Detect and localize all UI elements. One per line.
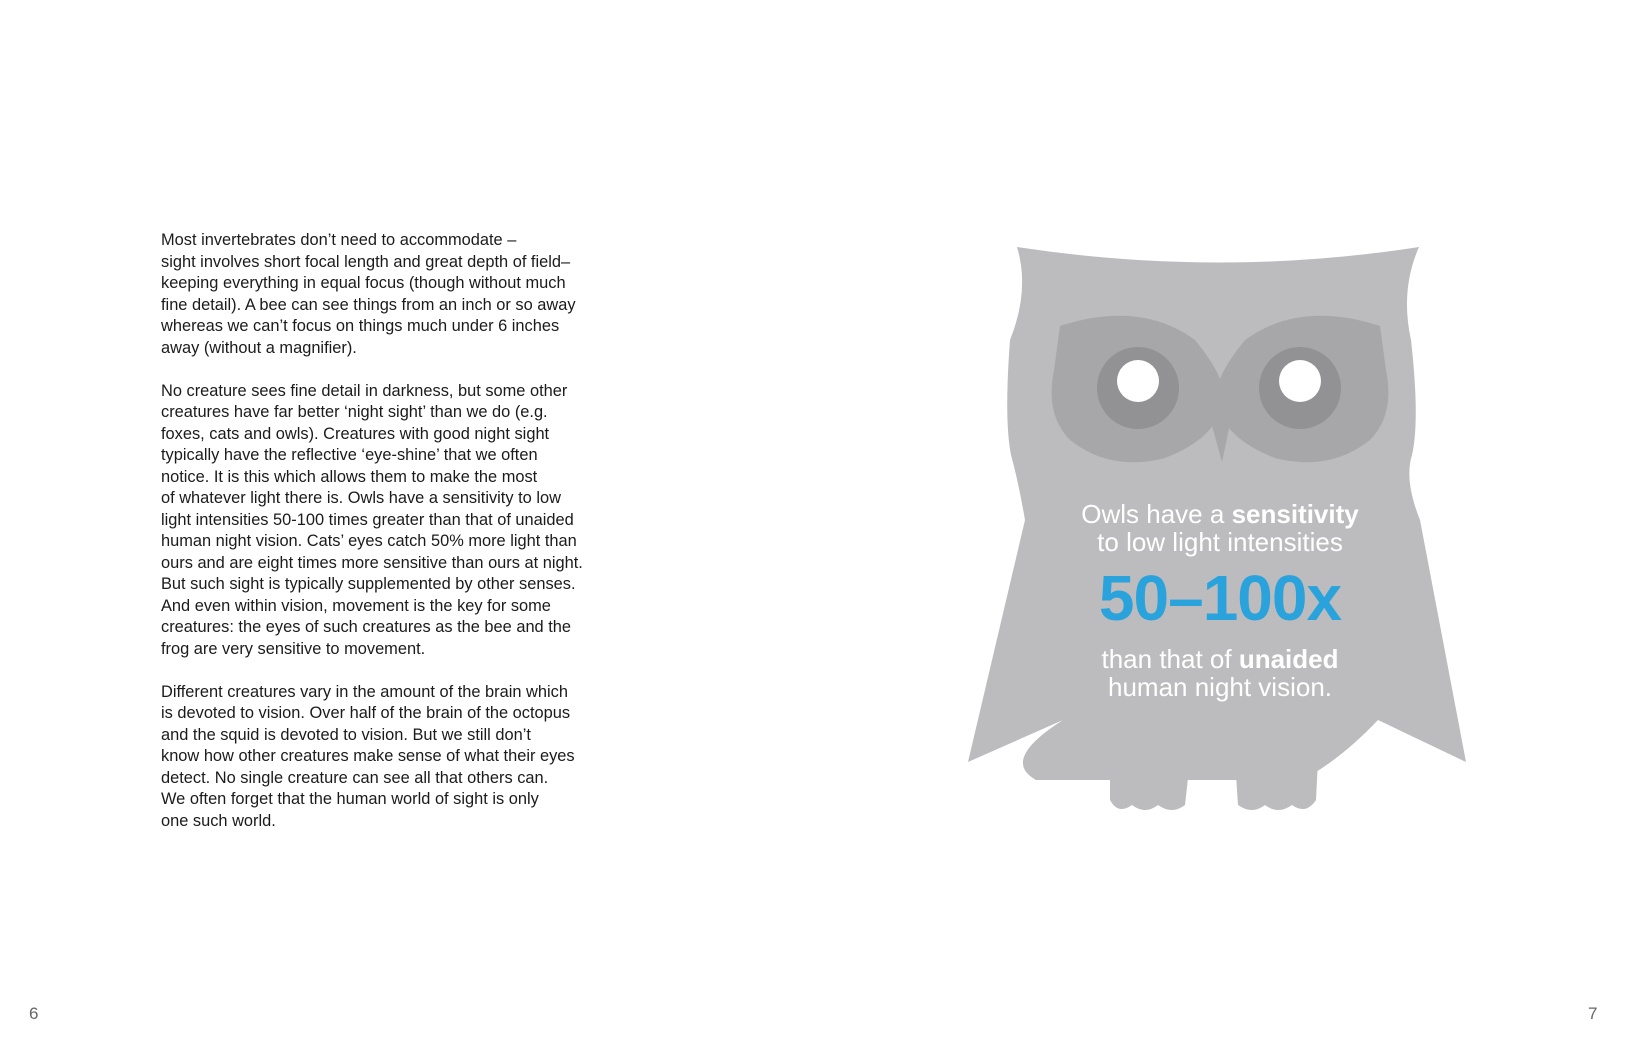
page-number: 7 <box>1588 1004 1598 1023</box>
callout-line: to low light intensities <box>1097 527 1343 557</box>
text-line: creatures: the eyes of such creatures as the bee and the <box>161 618 572 636</box>
callout-light-text: Owls have a <box>1081 499 1232 529</box>
text-line: light intensities 50-100 times greater than that of unaided <box>161 510 574 529</box>
owl-pupil <box>1117 360 1159 402</box>
text-line: detect. No single creature can see all that others can. <box>161 768 549 787</box>
text-line: ours and are eight times more sensitive than ours at night. <box>161 553 583 572</box>
callout-figure: 50–100x <box>1098 562 1342 634</box>
text-line: know how other creatures make sense of what their eyes <box>161 747 575 765</box>
text-line: one such world. <box>161 811 276 830</box>
callout-line <box>1040 645 1400 673</box>
text-line: human night vision. Cats’ eyes catch 50% more light than <box>161 532 577 550</box>
text-line: Most invertebrates don’t need to accommodate – <box>161 231 517 249</box>
text-line: away (without a magnifier). <box>161 338 357 357</box>
text-line: And even within vision, movement is the key for some <box>161 596 551 615</box>
owl-pupil <box>1279 360 1321 402</box>
callout-line <box>1040 500 1400 528</box>
text-line: fine detail). A bee can see things from an inch or so away <box>161 295 576 314</box>
text-line: But such sight is typically supplemented by other senses. <box>161 575 576 593</box>
callout-light-text: than that of <box>1101 644 1239 674</box>
text-line: foxes, cats and owls). Creatures with good night sight <box>161 424 550 443</box>
text-line: No creature sees fine detail in darkness, but some other <box>161 381 568 400</box>
text-line: and the squid is devoted to vision. But we still don’t <box>161 725 531 744</box>
text-line: sight involves short focal length and great depth of field– <box>161 252 571 271</box>
callout-line: human night vision. <box>1107 672 1333 702</box>
owl-feet <box>1110 760 1190 810</box>
owl-feet <box>1235 760 1318 810</box>
text-line: frog are very sensitive to movement. <box>161 639 426 658</box>
text-line: of whatever light there is. Owls have a sensitivity to low <box>161 489 561 507</box>
text-line: We often forget that the human world of sight is only <box>161 790 539 808</box>
text-line: whereas we can’t focus on things much under 6 inches <box>161 317 560 335</box>
callout-bold-text: sensitivity <box>1231 499 1359 529</box>
page-number: 6 <box>29 1004 39 1023</box>
text-line: creatures have far better ‘night sight’ than we do (e.g. <box>161 403 548 421</box>
text-line: is devoted to vision. Over half of the brain of the octopus <box>161 704 571 722</box>
text-line: notice. It is this which allows them to make the most <box>161 467 538 486</box>
callout-bold-text: unaided <box>1238 644 1339 674</box>
text-line: keeping everything in equal focus (though without much <box>161 274 566 292</box>
text-line: typically have the reflective ‘eye-shine’ that we often <box>161 446 538 464</box>
text-line: Different creatures vary in the amount of the brain which <box>161 682 568 701</box>
